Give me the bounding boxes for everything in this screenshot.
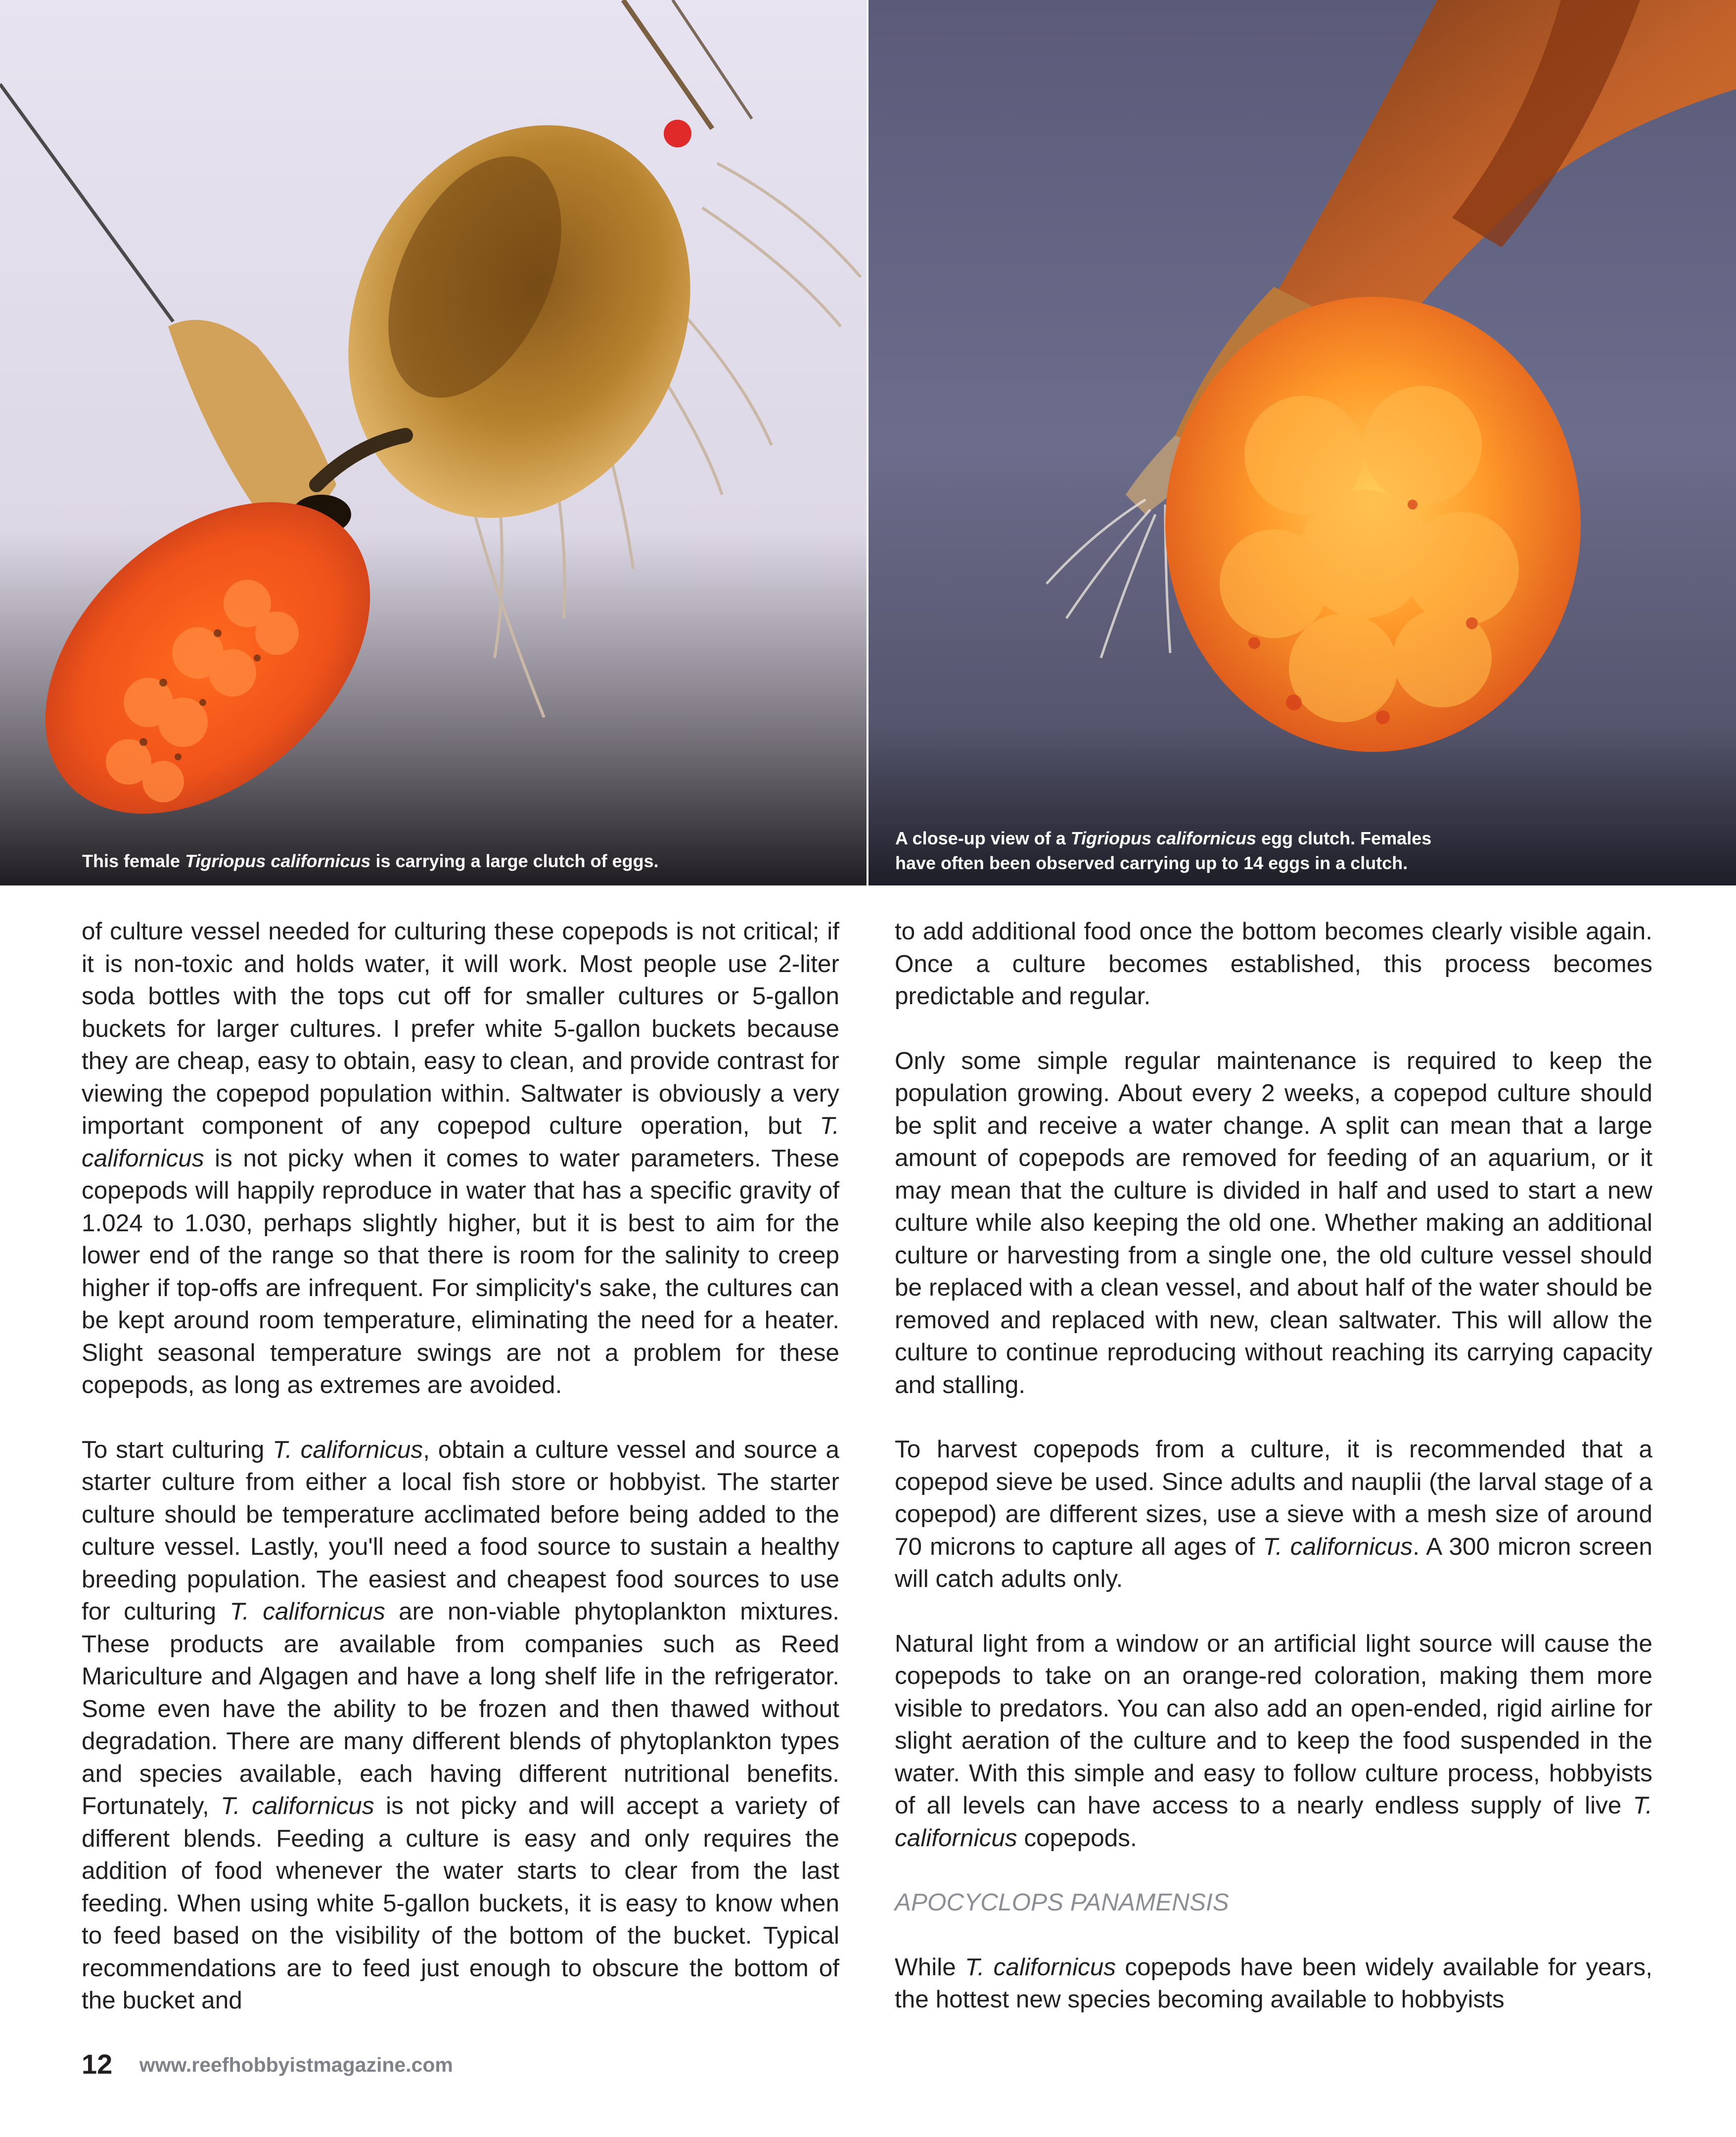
paragraph-maintenance: Only some simple regular maintenance is required to keep the population growing. About every 2 weeks, a copepod culture should be split and receive a water change. A split can mean that a large amount of copepods are removed for feeding of an aquarium, or it may mean that the culture is divided in half and used to start a new culture while also keeping the old one. Whether making an additional culture or harvesting from a single one, the old culture vessel should be replaced with a clean vessel, and about half of the water should be removed and replaced with new, clean saltwater. This will allow the culture to continue reproducing without reaching its carrying capacity and stalling. [895,1047,1652,1398]
photo-copepod-female [0,0,867,885]
website-url[interactable]: www.reefhobbyistmagazine.com [139,2053,453,2076]
page-number: 12 [82,2048,113,2080]
paragraph-culture-vessel: of culture vessel needed for culturing these copepods is not critical; if it is non-toxic and holds water, it will work. Most people use 2-liter soda bottles with the tops cut off for smaller cultures or 5-gallon buckets for larger cultures. I prefer white 5-gallon buckets because they are cheap, easy to obtain, easy to clean, and provide contrast for viewing the copepod population within. Saltwater is obviously a very important component of any copepod culture operation, but T. californicus is not picky when it comes to water parameters. These copepods will happily reproduce in water that has a specific gravity of 1.024 to 1.030, perhaps slightly higher, but it is best to aim for the lower end of the range so that there is room for the salinity to creep higher if top-offs are infrequent. For simplicity's sake, the cultures can be kept around room temperature, eliminating the need for a heater. Slight seasonal temperature swings are not a problem for these copepods, as long as extremes are avoided. [82,918,839,1398]
paragraph-harvest: To harvest copepods from a culture, it is recommended that a copepod sieve be used. Since adults and nauplii (the larval stage of a copepod) are different sizes, use a sieve with a mesh size of around 70 microns to capture all ages of T. californicus. A 300 micron screen will catch adults only. [895,1436,1652,1592]
article-column-right [895,915,1652,2016]
article-column-left [82,915,839,2017]
page-footer [82,2048,453,2080]
photo-caption-right [895,826,1538,876]
caption-right-line1: A close-up view of a Tigriopus californicus egg clutch. Females [895,828,1432,848]
photo-egg-clutch-closeup [868,0,1736,885]
paragraph-apocyclops-intro: While T. californicus copepods have been widely available for years, the hottest new species becoming available to hobbyists [895,1953,1653,2013]
egg-clutch-illustration [868,0,1736,885]
caption-right-line2: have often been observed carrying up to 14 eggs in a clutch. [895,853,1408,873]
section-subheading: APOCYCLOPS PANAMENSIS [895,1889,1229,1916]
paragraph-start-culturing: To start culturing T. californicus, obtain a culture vessel and source a starter culture from either a local fish store or hobbyist. The starter culture should be temperature acclimated before being added to the culture vessel. Lastly, you'll need a food source to sustain a healthy breeding population. The easiest and cheapest food sources to use for culturing T. californicus are non-viable phytoplankton mixtures. These products are available from companies such as Reed Mariculture and Algagen and have a long shelf life in the refrigerator. Some even have the ability to be frozen and then thawed without degradation. There are many different blends of phytoplankton types and species available, each having different nutritional benefits. Fortunately, T. californicus is not picky and will accept a variety of different blends. Feeding a culture is easy and only requires the addition of food whenever the water starts to clear from the last feeding. When using white 5-gallon buckets, it is easy to know when to feed based on the visibility of the bottom of the bucket. Typical recommendations are to feed just enough to obscure the bottom of the bucket and [82,1436,840,2014]
paragraph-natural-light: Natural light from a window or an artificial light source will cause the copepods to take on an orange-red coloration, making them more visible to predators. You can also add an open-ended, rigid airline for slight aeration of the culture and to keep the food suspended in the water. With this simple and easy to follow culture process, hobbyists of all levels can have access to a nearly endless supply of live T. californicus copepods. [895,1629,1652,1852]
copepod-female-illustration [0,0,867,885]
photo-caption-left: This female Tigriopus californicus is carrying a large clutch of eggs. [82,851,659,871]
paragraph-feeding-continued: to add additional food once the bottom becomes clearly visible again. Once a culture becomes established, this process becomes predictable and regular. [895,918,1652,1010]
